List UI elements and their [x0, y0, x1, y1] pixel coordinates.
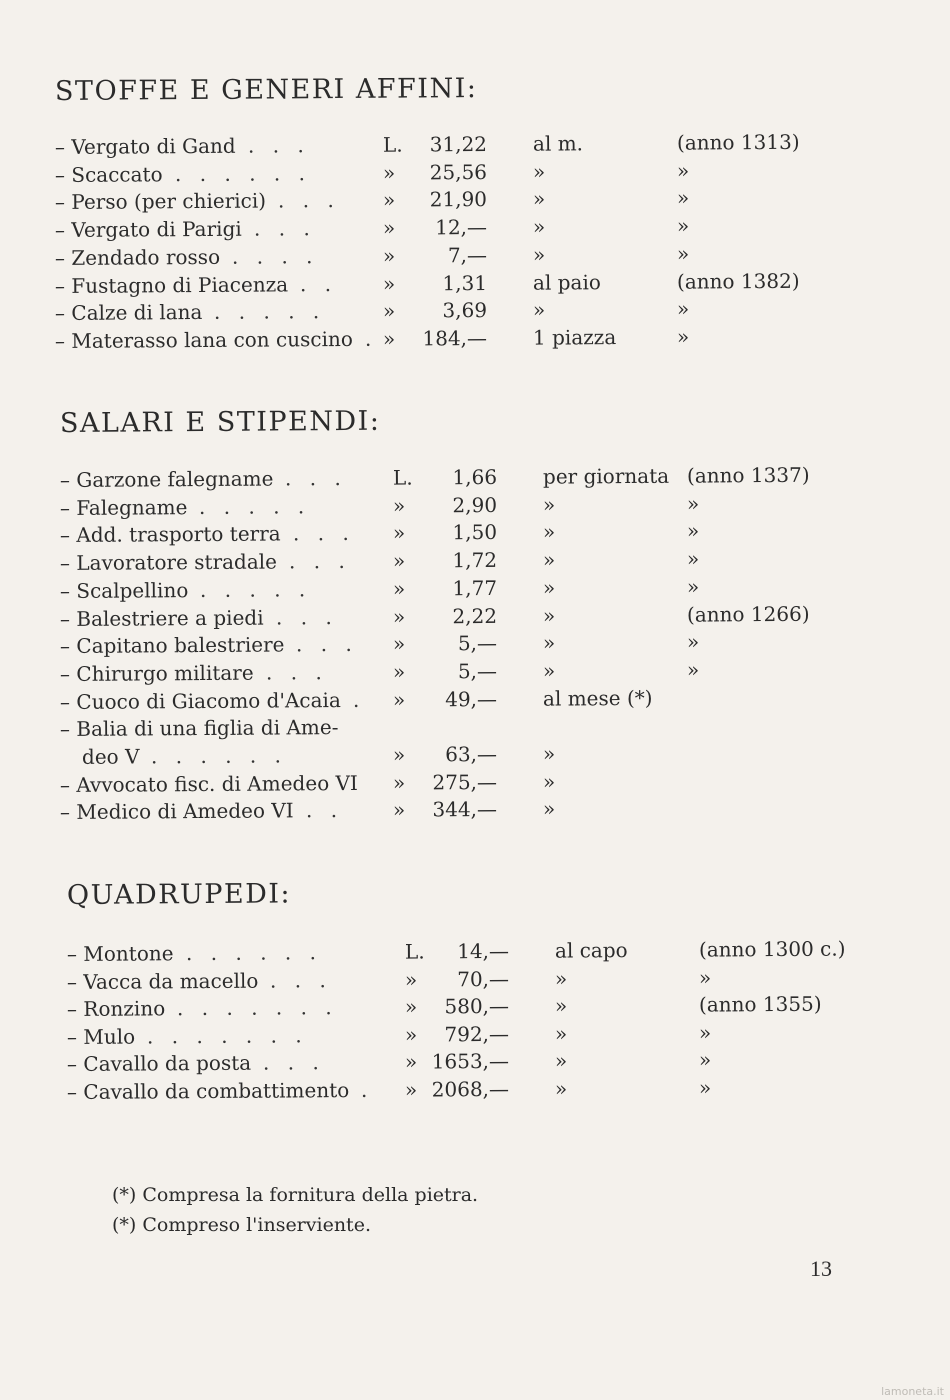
item-name: – Balestriere a piedi	[59, 605, 264, 631]
price-value: 2,90	[452, 492, 498, 518]
leader-dots: . . .	[275, 605, 338, 630]
leader-dots: . . . . . .	[174, 161, 312, 187]
item-name: – Scalpellino	[59, 578, 189, 603]
price-value: 31,22	[429, 131, 488, 157]
currency-mark: L.	[392, 465, 413, 490]
item-name: – Vacca da macello	[66, 968, 259, 994]
price-value: 2,22	[452, 603, 498, 629]
item-name: – Vergato di Parigi	[54, 216, 242, 242]
leader-dots: . . . . . .	[150, 743, 288, 769]
currency-mark: »	[392, 548, 406, 573]
price-value: 1,66	[452, 464, 498, 490]
item-name: – Fustagno di Piacenza	[54, 272, 289, 298]
year-reference: »	[698, 1020, 712, 1045]
price-value: 1,31	[442, 270, 488, 296]
price-value: 580,—	[444, 993, 510, 1019]
footnote: (*) Compreso l'inserviente.	[112, 1214, 371, 1236]
year-reference: »	[686, 574, 700, 599]
item-name: – Chirurgo militare	[59, 660, 254, 686]
item-name: – Balia di una figlia di Ame-	[59, 715, 339, 741]
currency-mark: »	[382, 215, 396, 240]
unit-of-measure: »	[554, 1021, 568, 1046]
item-name: – Falegname	[59, 495, 188, 520]
item-name: – Zendado rosso	[54, 244, 221, 270]
currency-mark: »	[392, 520, 406, 545]
item-name: – Lavoratore stradale	[59, 549, 278, 575]
leader-dots: . .	[299, 272, 338, 297]
leader-dots: .	[360, 1077, 374, 1102]
leader-dots: . . . . . .	[185, 940, 323, 966]
unit-of-measure: »	[542, 658, 556, 683]
leader-dots: . . . . .	[199, 577, 312, 603]
unit-of-measure: »	[542, 741, 556, 766]
currency-mark: »	[392, 797, 406, 822]
item-name: – Avvocato fisc. di Amedeo VI	[59, 770, 358, 797]
price-value: 14,—	[457, 938, 510, 964]
price-value	[419, 712, 497, 713]
unit-of-measure: per giornata	[542, 463, 670, 489]
item-name: – Materasso lana con cuscino	[54, 326, 353, 353]
leader-dots: . . .	[288, 548, 351, 574]
item-name: – Capitano balestriere	[59, 632, 285, 658]
footnotes	[112, 1180, 478, 1240]
year-reference: »	[676, 185, 690, 210]
leader-dots: . . .	[265, 660, 328, 685]
item-name: – Cuoco di Giacomo d'Acaia	[59, 688, 341, 714]
unit-of-measure: »	[542, 547, 556, 572]
item-name: – Ronzino	[66, 996, 166, 1021]
item-name: – Mulo	[66, 1024, 136, 1049]
leader-dots: . . . . . . .	[176, 995, 338, 1021]
currency-mark: »	[382, 271, 396, 296]
currency-mark: »	[392, 576, 406, 601]
year-reference: »	[698, 1075, 712, 1100]
price-value: 3,69	[442, 297, 488, 323]
leader-dots: . . . . .	[198, 494, 311, 520]
unit-of-measure: »	[554, 1048, 568, 1073]
item-name: deo V	[81, 744, 140, 769]
leader-dots: . . .	[247, 133, 310, 158]
year-reference: »	[686, 629, 700, 654]
item-name: – Add. trasporto terra	[59, 521, 281, 547]
unit-of-measure: »	[542, 519, 556, 544]
currency-mark: »	[392, 770, 406, 795]
item-name: – Calze di lana	[54, 299, 203, 325]
year-reference: »	[698, 965, 712, 990]
price-value: 21,90	[429, 186, 488, 212]
leader-dots: . . .	[284, 465, 347, 491]
year-reference: (anno 1300 c.)	[698, 936, 846, 962]
section-heading: STOFFE E GENERI AFFINI:	[54, 73, 478, 107]
price-value: 7,—	[447, 242, 488, 268]
price-value: 70,—	[457, 966, 510, 992]
currency-mark: »	[392, 742, 406, 767]
item-name: – Vergato di Gand	[54, 133, 236, 159]
price-value: 275,—	[432, 769, 498, 795]
price-value: 792,—	[444, 1021, 510, 1047]
currency-mark: »	[382, 326, 396, 351]
currency-mark: »	[404, 1022, 418, 1047]
currency-mark: »	[404, 994, 418, 1019]
unit-of-measure: al capo	[554, 938, 628, 963]
year-reference: »	[698, 1047, 712, 1072]
footnote: (*) Compresa la fornitura della pietra.	[112, 1184, 479, 1206]
leader-dots: . . . . . . .	[146, 1023, 308, 1049]
leader-dots: . . .	[295, 631, 358, 657]
item-name: – Cavallo da combattimento	[66, 1078, 350, 1104]
price-row	[67, 1072, 887, 1106]
price-row	[60, 792, 880, 826]
unit-of-measure: »	[554, 966, 568, 991]
page-number: 13	[810, 1256, 832, 1281]
leader-dots: . . .	[262, 1050, 325, 1075]
unit-of-measure: »	[542, 630, 556, 655]
watermark-text: lamoneta.it	[881, 1385, 944, 1398]
year-reference: »	[676, 324, 690, 349]
price-value: 1,72	[452, 547, 498, 573]
leader-dots: . . .	[269, 968, 332, 993]
leader-dots: . . . .	[231, 244, 319, 269]
year-reference: »	[686, 491, 700, 516]
currency-mark: »	[392, 659, 406, 684]
unit-of-measure: »	[554, 1076, 568, 1101]
year-reference: (anno 1266)	[686, 601, 810, 627]
leader-dots: . . .	[277, 188, 340, 213]
price-value: 1653,—	[431, 1048, 510, 1074]
year-reference: »	[686, 546, 700, 571]
price-value: 2068,—	[431, 1076, 510, 1102]
price-value: 49,—	[445, 686, 498, 712]
item-name: – Scaccato	[54, 162, 163, 187]
price-value: 1,77	[452, 575, 498, 601]
price-value: 12,—	[435, 214, 488, 240]
currency-mark: »	[404, 967, 418, 992]
price-value: 184,—	[422, 325, 488, 351]
item-name: – Montone	[66, 941, 174, 966]
unit-of-measure: »	[554, 993, 568, 1018]
section-heading: QUADRUPEDI:	[66, 878, 292, 911]
section-heading: SALARI E STIPENDI:	[59, 405, 381, 439]
unit-of-measure: 1 piazza	[532, 325, 617, 350]
unit-of-measure: »	[542, 603, 556, 628]
leader-dots: .	[364, 326, 378, 351]
price-value: 1,50	[452, 519, 498, 545]
year-reference: »	[676, 213, 690, 238]
leader-dots: . . .	[292, 520, 355, 546]
currency-mark: »	[404, 1049, 418, 1074]
currency-mark: »	[404, 1077, 418, 1102]
price-value: 63,—	[445, 741, 498, 767]
leader-dots: . . . . .	[213, 299, 326, 324]
unit-of-measure: »	[542, 769, 556, 794]
currency-mark: »	[392, 687, 406, 712]
unit-of-measure: »	[532, 297, 546, 322]
year-reference: (anno 1355)	[698, 991, 822, 1017]
item-name: – Cavallo da posta	[66, 1050, 252, 1076]
item-name: – Perso (per chierici)	[54, 188, 267, 214]
unit-of-measure: »	[532, 242, 546, 267]
currency-mark: »	[382, 187, 396, 212]
unit-of-measure: »	[542, 492, 556, 517]
year-reference: »	[676, 158, 690, 183]
unit-of-measure: »	[532, 214, 546, 239]
unit-of-measure: »	[532, 186, 546, 211]
currency-mark: L.	[404, 939, 425, 964]
currency-mark: »	[392, 493, 406, 518]
unit-of-measure: »	[542, 796, 556, 821]
price-value: 5,—	[457, 658, 498, 684]
currency-mark: »	[392, 631, 406, 656]
leader-dots: . . .	[253, 216, 316, 241]
item-name: – Garzone falegname	[59, 466, 274, 492]
item-name: – Medico di Amedeo VI	[59, 798, 294, 824]
year-reference: »	[686, 657, 700, 682]
price-value: 25,56	[429, 159, 488, 185]
year-reference: »	[686, 518, 700, 543]
currency-mark: »	[392, 604, 406, 629]
unit-of-measure: al m.	[532, 131, 584, 156]
currency-mark: L.	[382, 132, 403, 157]
year-reference: (anno 1382)	[676, 268, 800, 294]
unit-of-measure: al paio	[532, 270, 601, 295]
price-row	[55, 321, 875, 355]
price-value: 5,—	[457, 630, 498, 656]
unit-of-measure: »	[542, 575, 556, 600]
currency-mark: »	[382, 243, 396, 268]
unit-of-measure: »	[532, 159, 546, 184]
currency-mark: »	[382, 298, 396, 323]
year-reference: »	[676, 241, 690, 266]
year-reference: (anno 1337)	[686, 462, 810, 488]
leader-dots: . .	[305, 798, 344, 823]
unit-of-measure: al mese (*)	[542, 685, 653, 711]
leader-dots: .	[352, 687, 366, 712]
year-reference: »	[676, 296, 690, 321]
price-value: 344,—	[432, 796, 498, 822]
currency-mark: »	[382, 160, 396, 185]
year-reference: (anno 1313)	[676, 129, 800, 155]
